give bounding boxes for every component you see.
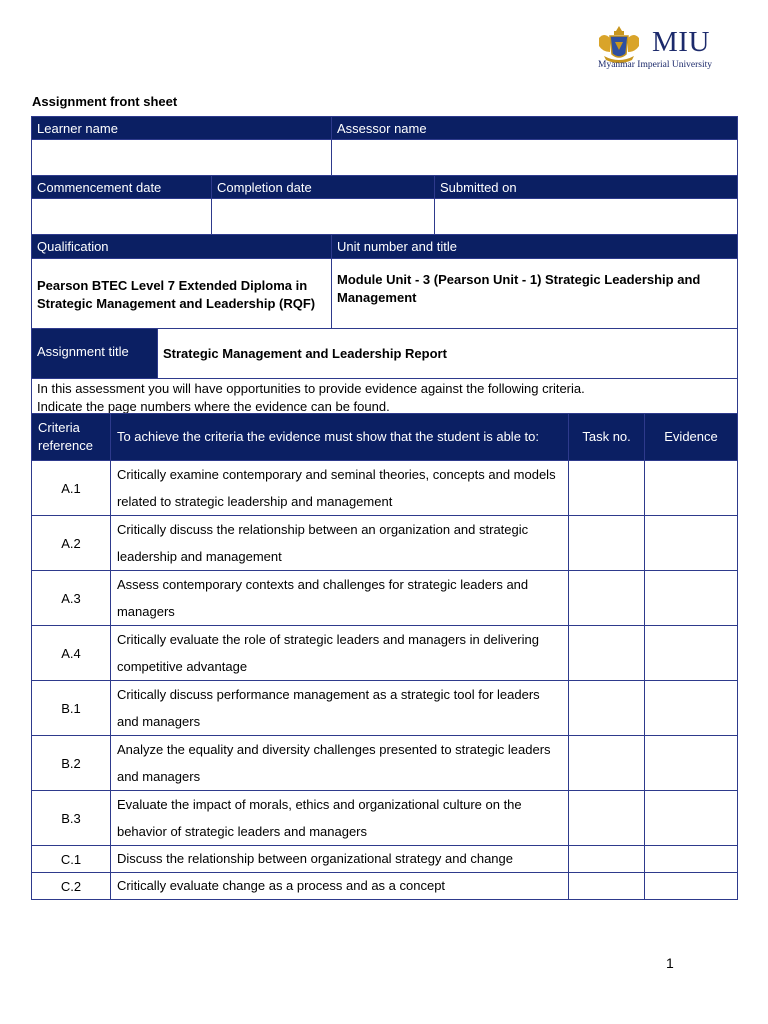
criteria-desc: Critically discuss the relationship between an organization and strategic leadership and management [110, 516, 568, 571]
criteria-desc: Critically discuss performance management as a strategic tool for leaders and managers [110, 681, 568, 736]
criteria-desc: Discuss the relationship between organizational strategy and change [110, 846, 568, 873]
evidence-cell[interactable] [645, 736, 738, 791]
task-no-header: Task no. [569, 414, 645, 461]
criteria-ref: A.2 [32, 516, 111, 571]
logo-subtitle: Myanmar Imperial University [598, 60, 712, 70]
instructions-line-2: Indicate the page numbers where the evidence can be found. [37, 398, 390, 414]
learner-name-field[interactable] [32, 140, 332, 176]
criteria-desc: Evaluate the impact of morals, ethics and organizational culture on the behavior of strategic leaders and managers [110, 791, 568, 846]
evidence-cell[interactable] [645, 516, 738, 571]
evidence-cell[interactable] [645, 873, 738, 900]
evidence-cell[interactable] [645, 461, 738, 516]
criteria-desc: Assess contemporary contexts and challenges for strategic leaders and managers [110, 571, 568, 626]
task-no-cell[interactable] [569, 681, 645, 736]
qualification-value: Pearson BTEC Level 7 Extended Diploma in Strategic Management and Leadership (RQF) [32, 259, 332, 329]
task-no-cell[interactable] [569, 461, 645, 516]
criteria-ref: A.4 [32, 626, 111, 681]
submitted-on-label: Submitted on [435, 176, 737, 199]
criteria-desc: Critically evaluate the role of strategic leaders and managers in delivering competitive advantage [110, 626, 568, 681]
criteria-ref: A.3 [32, 571, 111, 626]
criteria-row [32, 736, 738, 791]
qualification-label: Qualification [32, 235, 332, 259]
criteria-ref: C.2 [32, 873, 111, 900]
task-no-cell[interactable] [569, 516, 645, 571]
assessor-name-label: Assessor name [332, 117, 737, 140]
criteria-row [32, 461, 738, 516]
criteria-row [32, 846, 738, 873]
criteria-ref: A.1 [32, 461, 111, 516]
criteria-desc: Critically examine contemporary and seminal theories, concepts and models related to strategic leadership and management [110, 461, 568, 516]
criteria-ref: B.2 [32, 736, 111, 791]
criteria-row [32, 626, 738, 681]
evidence-cell[interactable] [645, 791, 738, 846]
criteria-ref: B.3 [32, 791, 111, 846]
unit-number-title-label: Unit number and title [332, 235, 737, 259]
criteria-row [32, 516, 738, 571]
assignment-title-value: Strategic Management and Leadership Report [158, 329, 737, 379]
evidence-cell[interactable] [645, 571, 738, 626]
criteria-desc: Analyze the equality and diversity challenges presented to strategic leaders and managers [110, 736, 568, 791]
task-no-cell[interactable] [569, 571, 645, 626]
completion-date-field[interactable] [212, 199, 435, 235]
evidence-header: Evidence [645, 414, 738, 461]
criteria-ref: B.1 [32, 681, 111, 736]
criteria-table [31, 413, 738, 900]
criteria-row [32, 873, 738, 900]
task-no-cell[interactable] [569, 846, 645, 873]
criteria-ref: C.1 [32, 846, 111, 873]
evidence-cell[interactable] [645, 846, 738, 873]
assignment-title-label: Assignment title [32, 329, 158, 379]
instructions-text [32, 379, 737, 417]
logo-text: MIU [652, 26, 710, 58]
criteria-reference-header: Criteria reference [32, 414, 111, 461]
completion-date-label: Completion date [212, 176, 435, 199]
miu-logo [596, 22, 726, 72]
front-sheet-form [31, 116, 738, 417]
evidence-cell[interactable] [645, 681, 738, 736]
learner-name-label: Learner name [32, 117, 332, 140]
criteria-desc: Critically evaluate change as a process and as a concept [110, 873, 568, 900]
task-no-cell[interactable] [569, 736, 645, 791]
task-no-cell[interactable] [569, 791, 645, 846]
criteria-row [32, 571, 738, 626]
submitted-on-field[interactable] [435, 199, 737, 235]
commencement-date-field[interactable] [32, 199, 212, 235]
assessor-name-field[interactable] [332, 140, 737, 176]
task-no-cell[interactable] [569, 626, 645, 681]
criteria-row [32, 791, 738, 846]
criteria-description-header: To achieve the criteria the evidence must show that the student is able to: [110, 414, 568, 461]
task-no-cell[interactable] [569, 873, 645, 900]
unit-number-title-value: Module Unit - 3 (Pearson Unit - 1) Strategic Leadership and Management [332, 259, 737, 329]
instructions-line-1: In this assessment you will have opportunities to provide evidence against the following criteria. [37, 381, 585, 396]
commencement-date-label: Commencement date [32, 176, 212, 199]
page-number: 1 [666, 955, 674, 971]
evidence-cell[interactable] [645, 626, 738, 681]
page-title: Assignment front sheet [32, 94, 178, 109]
criteria-row [32, 681, 738, 736]
